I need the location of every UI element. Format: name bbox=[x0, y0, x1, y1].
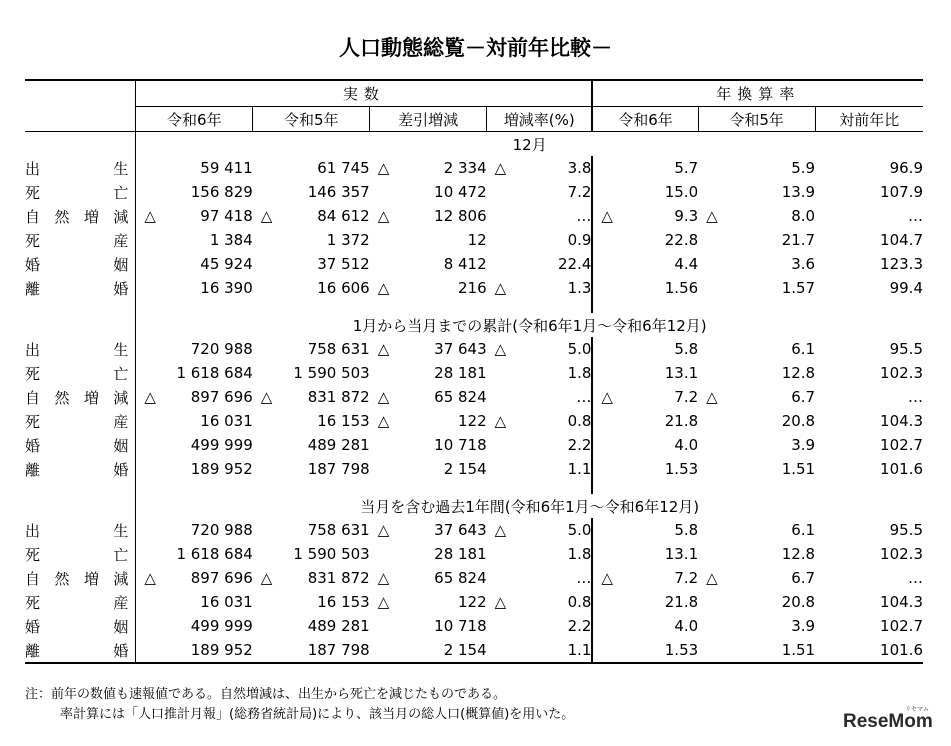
col-header-r5: 令和5年 bbox=[253, 107, 370, 132]
cell-value: 12 806 bbox=[434, 207, 487, 225]
table-cell: 61 745 bbox=[317, 159, 370, 177]
cell-value: 5.0 bbox=[567, 340, 592, 358]
footnote-2: 率計算には「人口推計月報」(総務省統計局)により、該当月の総人口(概算値)を用いた。 bbox=[60, 707, 575, 722]
section-title: 当月を含む過去1年間(令和6年1月～令和6年12月) bbox=[360, 497, 700, 516]
table-cell: 499 999 bbox=[190, 436, 253, 454]
table-cell: 20.8 bbox=[781, 412, 816, 430]
table-cell: 1 618 684 bbox=[176, 364, 253, 382]
table-cell: 1 590 503 bbox=[293, 364, 370, 382]
table-row bbox=[25, 180, 923, 204]
row-label bbox=[25, 361, 136, 385]
table-cell bbox=[136, 385, 253, 409]
table-cell bbox=[370, 566, 487, 590]
table-cell: 10 472 bbox=[434, 183, 487, 201]
row-label-char: 減 bbox=[113, 207, 129, 226]
cell-value: 3.8 bbox=[567, 159, 592, 177]
table-row bbox=[25, 252, 923, 276]
col-header-change-rate: 増減率(%) bbox=[487, 107, 593, 132]
row-label-char: 離 bbox=[25, 460, 41, 479]
table-cell: 7.2 bbox=[567, 183, 592, 201]
row-label bbox=[25, 433, 136, 457]
row-label-char: 増 bbox=[83, 569, 99, 588]
table-cell: 10 718 bbox=[434, 436, 487, 454]
cell-value: 2 334 bbox=[443, 159, 487, 177]
row-label-char: 自 bbox=[25, 207, 41, 226]
table-cell: 16 031 bbox=[200, 593, 253, 611]
table-cell: 102.3 bbox=[880, 545, 923, 563]
table-cell bbox=[698, 566, 815, 590]
negative-triangle-icon: △ bbox=[601, 569, 613, 587]
population-stats-table bbox=[25, 79, 923, 664]
negative-triangle-icon: △ bbox=[494, 159, 507, 177]
row-label-char: 出 bbox=[25, 340, 41, 359]
table-cell: 489 281 bbox=[307, 436, 370, 454]
table-cell: 189 952 bbox=[190, 460, 253, 478]
table-cell: 5.8 bbox=[592, 518, 698, 542]
table-cell bbox=[698, 204, 815, 228]
row-label-char: 生 bbox=[113, 340, 129, 359]
table-cell: 96.9 bbox=[889, 159, 923, 177]
cell-value: 122 bbox=[458, 412, 487, 430]
table-cell: … bbox=[908, 569, 923, 587]
table-cell: 3.6 bbox=[791, 255, 816, 273]
row-label-char: 産 bbox=[113, 593, 129, 612]
negative-triangle-icon: △ bbox=[494, 412, 507, 430]
table-cell bbox=[487, 590, 593, 614]
negative-triangle-icon: △ bbox=[706, 207, 718, 225]
row-label-char: 死 bbox=[25, 412, 41, 431]
table-cell: 499 999 bbox=[190, 617, 253, 635]
negative-triangle-icon: △ bbox=[377, 279, 390, 297]
negative-triangle-icon: △ bbox=[494, 340, 507, 358]
table-cell: 720 988 bbox=[190, 521, 253, 539]
footnote-1: 注：前年の数値も速報値である。自然増減は、出生から死亡を減じたものである。 bbox=[25, 687, 507, 702]
corner-cell bbox=[25, 80, 136, 132]
negative-triangle-icon: △ bbox=[494, 593, 507, 611]
row-label-char: 亡 bbox=[113, 545, 129, 564]
row-label bbox=[25, 276, 136, 300]
table-cell: 3.9 bbox=[791, 617, 816, 635]
row-label bbox=[25, 252, 136, 276]
row-label-char: 減 bbox=[113, 569, 129, 588]
table-row bbox=[25, 385, 923, 409]
watermark-logo: ReseMom bbox=[843, 711, 933, 732]
cell-value: 216 bbox=[458, 279, 487, 297]
table-cell: 59 411 bbox=[200, 159, 253, 177]
row-label-char: 婚 bbox=[25, 617, 41, 636]
row-label-char: 死 bbox=[25, 183, 41, 202]
negative-triangle-icon: △ bbox=[377, 593, 390, 611]
row-label bbox=[25, 156, 136, 180]
row-label bbox=[25, 204, 136, 228]
section-title-row bbox=[25, 313, 923, 337]
row-label-char: 減 bbox=[113, 388, 129, 407]
row-label bbox=[25, 228, 136, 252]
table-cell: … bbox=[908, 207, 923, 225]
negative-triangle-icon: △ bbox=[377, 207, 390, 225]
table-cell: 187 798 bbox=[253, 638, 370, 663]
row-label-char: 出 bbox=[25, 159, 41, 178]
negative-triangle-icon: △ bbox=[260, 207, 273, 225]
col-header-rate-r6: 令和6年 bbox=[592, 107, 698, 132]
negative-triangle-icon: △ bbox=[377, 340, 390, 358]
table-cell: 16 390 bbox=[200, 279, 253, 297]
table-cell: 758 631 bbox=[307, 340, 370, 358]
table-row bbox=[25, 542, 923, 566]
table-cell: 1.1 bbox=[487, 638, 593, 663]
table-cell bbox=[370, 385, 487, 409]
table-cell: … bbox=[908, 388, 923, 406]
table-cell: 489 281 bbox=[307, 617, 370, 635]
table-cell: 22.4 bbox=[558, 255, 592, 273]
negative-triangle-icon: △ bbox=[144, 207, 156, 225]
table-cell: 13.9 bbox=[781, 183, 816, 201]
section-title: 1月から当月までの累計(令和6年1月～令和6年12月) bbox=[352, 316, 707, 335]
row-label-char: 死 bbox=[25, 231, 41, 250]
row-label bbox=[25, 457, 136, 481]
table-row bbox=[25, 433, 923, 457]
table-cell bbox=[136, 566, 253, 590]
table-cell: 28 181 bbox=[434, 545, 487, 563]
cell-value: 831 872 bbox=[307, 569, 370, 587]
table-cell: 102.7 bbox=[880, 617, 923, 635]
table-cell: 1.51 bbox=[698, 638, 815, 663]
table-cell bbox=[370, 337, 487, 361]
row-label-char: 出 bbox=[25, 521, 41, 540]
row-label-char: 亡 bbox=[113, 364, 129, 383]
row-label-char: 自 bbox=[25, 388, 41, 407]
table-cell: … bbox=[576, 207, 592, 225]
table-cell bbox=[592, 204, 698, 228]
table-cell: 4.4 bbox=[592, 252, 698, 276]
row-label bbox=[25, 542, 136, 566]
negative-triangle-icon: △ bbox=[377, 159, 390, 177]
table-cell: 104.3 bbox=[880, 412, 923, 430]
cell-value: 37 643 bbox=[434, 340, 487, 358]
table-cell bbox=[253, 385, 370, 409]
row-label-char: 然 bbox=[54, 569, 70, 588]
negative-triangle-icon: △ bbox=[377, 521, 390, 539]
negative-triangle-icon: △ bbox=[144, 569, 156, 587]
row-label-char: 生 bbox=[113, 521, 129, 540]
table-cell bbox=[370, 409, 487, 433]
row-label-char: 産 bbox=[113, 412, 129, 431]
cell-value: 7.2 bbox=[674, 388, 699, 406]
table-cell: 4.0 bbox=[592, 614, 698, 638]
row-label bbox=[25, 638, 136, 663]
table-cell: 16 153 bbox=[317, 412, 370, 430]
table-cell: 1.53 bbox=[592, 457, 698, 481]
table-cell: 21.8 bbox=[592, 590, 698, 614]
table-cell: 16 153 bbox=[317, 593, 370, 611]
table-cell bbox=[253, 566, 370, 590]
cell-value: 97 418 bbox=[200, 207, 253, 225]
table-cell: 20.8 bbox=[781, 593, 816, 611]
row-label-char: 自 bbox=[25, 569, 41, 588]
group-header-actual: 実数 bbox=[136, 80, 593, 107]
table-cell bbox=[370, 156, 487, 180]
table-cell: 720 988 bbox=[190, 340, 253, 358]
table-cell: 28 181 bbox=[434, 364, 487, 382]
negative-triangle-icon: △ bbox=[377, 412, 390, 430]
cell-value: 9.3 bbox=[674, 207, 699, 225]
table-cell: 22.8 bbox=[592, 228, 698, 252]
table-cell bbox=[592, 566, 698, 590]
row-label-char: 婚 bbox=[25, 436, 41, 455]
table-cell: 95.5 bbox=[889, 340, 923, 358]
negative-triangle-icon: △ bbox=[494, 279, 507, 297]
row-label-char: 婚 bbox=[113, 279, 129, 298]
table-cell: 1.1 bbox=[567, 460, 592, 478]
row-label bbox=[25, 385, 136, 409]
table-cell: 37 512 bbox=[317, 255, 370, 273]
table-cell: 6.1 bbox=[791, 340, 816, 358]
page-title: 人口動態総覧－対前年比較－ bbox=[339, 36, 612, 60]
table-row bbox=[25, 361, 923, 385]
table-cell: 13.1 bbox=[592, 361, 698, 385]
row-label-char: 増 bbox=[83, 388, 99, 407]
table-cell: 189 952 bbox=[136, 638, 253, 663]
table-cell: 12 bbox=[467, 231, 487, 249]
table-cell: 1 618 684 bbox=[176, 545, 253, 563]
cell-value: 897 696 bbox=[190, 569, 253, 587]
negative-triangle-icon: △ bbox=[494, 521, 507, 539]
watermark-sub: リセマム bbox=[905, 706, 929, 713]
table-row bbox=[25, 276, 923, 300]
table-cell: 123.3 bbox=[880, 255, 923, 273]
table-cell: 101.6 bbox=[880, 460, 923, 478]
cell-value: 84 612 bbox=[317, 207, 370, 225]
cell-value: 897 696 bbox=[190, 388, 253, 406]
table-cell: 21.8 bbox=[592, 409, 698, 433]
table-cell: 104.3 bbox=[880, 593, 923, 611]
table-cell: 1.57 bbox=[781, 279, 816, 297]
table-cell: 0.9 bbox=[567, 231, 592, 249]
table-cell: 21.7 bbox=[781, 231, 816, 249]
table-cell: 15.0 bbox=[592, 180, 698, 204]
table-cell: 12.8 bbox=[781, 364, 816, 382]
table-cell bbox=[487, 337, 593, 361]
cell-value: 0.8 bbox=[567, 593, 592, 611]
negative-triangle-icon: △ bbox=[706, 388, 718, 406]
negative-triangle-icon: △ bbox=[260, 569, 273, 587]
table-row bbox=[25, 228, 923, 252]
table-cell: 16 606 bbox=[317, 279, 370, 297]
table-cell: 4.0 bbox=[592, 433, 698, 457]
negative-triangle-icon: △ bbox=[377, 388, 390, 406]
row-label-char: 姻 bbox=[113, 617, 129, 636]
section-title-row bbox=[25, 494, 923, 518]
row-label bbox=[25, 566, 136, 590]
cell-value: 5.0 bbox=[567, 521, 592, 539]
table-row bbox=[25, 457, 923, 481]
row-label-char: 死 bbox=[25, 545, 41, 564]
row-label-char: 増 bbox=[83, 207, 99, 226]
col-header-r6: 令和6年 bbox=[136, 107, 253, 132]
row-label-char: 婚 bbox=[25, 255, 41, 274]
table-cell: 1 590 503 bbox=[293, 545, 370, 563]
cell-value: 1.3 bbox=[567, 279, 592, 297]
table-cell: 104.7 bbox=[880, 231, 923, 249]
table-row bbox=[25, 590, 923, 614]
table-cell bbox=[253, 204, 370, 228]
table-cell: 16 031 bbox=[200, 412, 253, 430]
cell-value: 8.0 bbox=[791, 207, 816, 225]
section-title: 12月 bbox=[512, 135, 547, 154]
negative-triangle-icon: △ bbox=[706, 569, 718, 587]
negative-triangle-icon: △ bbox=[144, 388, 156, 406]
negative-triangle-icon: △ bbox=[601, 388, 613, 406]
cell-value: 6.7 bbox=[791, 388, 816, 406]
row-label bbox=[25, 337, 136, 361]
table-cell: 45 924 bbox=[200, 255, 253, 273]
row-label-char: 死 bbox=[25, 593, 41, 612]
section-spacer bbox=[25, 300, 923, 313]
row-label bbox=[25, 614, 136, 638]
table-cell: … bbox=[576, 388, 592, 406]
table-cell: 758 631 bbox=[307, 521, 370, 539]
cell-value: 65 824 bbox=[434, 388, 487, 406]
table-cell: 8 412 bbox=[443, 255, 487, 273]
table-cell bbox=[370, 518, 487, 542]
table-cell: 99.4 bbox=[889, 279, 923, 297]
row-label-char: 婚 bbox=[113, 641, 129, 660]
row-label-char: 離 bbox=[25, 279, 41, 298]
table-cell: 5.7 bbox=[592, 156, 698, 180]
table-row bbox=[25, 156, 923, 180]
col-header-ratio: 対前年比 bbox=[815, 107, 923, 132]
table-row bbox=[25, 566, 923, 590]
cell-value: 37 643 bbox=[434, 521, 487, 539]
row-label bbox=[25, 590, 136, 614]
table-row bbox=[25, 204, 923, 228]
table-cell: 1 372 bbox=[326, 231, 370, 249]
row-label-char: 産 bbox=[113, 231, 129, 250]
table-cell: 1.51 bbox=[781, 460, 816, 478]
table-row bbox=[25, 614, 923, 638]
table-cell: 5.9 bbox=[791, 159, 816, 177]
table-cell: 1 384 bbox=[209, 231, 253, 249]
table-cell: 2.2 bbox=[567, 617, 592, 635]
table-cell bbox=[487, 409, 593, 433]
table-cell: 10 718 bbox=[434, 617, 487, 635]
table-cell: 2 154 bbox=[370, 638, 487, 663]
table-cell: 146 357 bbox=[307, 183, 370, 201]
negative-triangle-icon: △ bbox=[601, 207, 613, 225]
section-title-row bbox=[25, 132, 923, 157]
table-cell: 102.7 bbox=[880, 436, 923, 454]
table-cell: … bbox=[576, 569, 592, 587]
table-cell bbox=[592, 385, 698, 409]
table-cell: 12.8 bbox=[781, 545, 816, 563]
table-cell: 156 829 bbox=[190, 183, 253, 201]
table-row bbox=[25, 337, 923, 361]
row-label-char: 死 bbox=[25, 364, 41, 383]
col-header-diff: 差引増減 bbox=[370, 107, 487, 132]
row-label-char: 亡 bbox=[113, 183, 129, 202]
table-cell bbox=[370, 276, 487, 300]
table-cell bbox=[487, 518, 593, 542]
row-label-char: 婚 bbox=[113, 460, 129, 479]
table-cell bbox=[487, 156, 593, 180]
table-cell: 187 798 bbox=[307, 460, 370, 478]
table-cell bbox=[370, 590, 487, 614]
table-cell: 95.5 bbox=[889, 521, 923, 539]
row-label-char: 姻 bbox=[113, 255, 129, 274]
table-row bbox=[25, 518, 923, 542]
table-row bbox=[25, 638, 923, 663]
row-label-char: 然 bbox=[54, 388, 70, 407]
table-cell bbox=[698, 385, 815, 409]
table-cell: 2.2 bbox=[567, 436, 592, 454]
row-label bbox=[25, 180, 136, 204]
table-cell: 1.56 bbox=[592, 276, 698, 300]
row-label-char: 然 bbox=[54, 207, 70, 226]
cell-value: 122 bbox=[458, 593, 487, 611]
table-cell: 6.1 bbox=[791, 521, 816, 539]
cell-value: 831 872 bbox=[307, 388, 370, 406]
cell-value: 7.2 bbox=[674, 569, 699, 587]
table-cell: 1.8 bbox=[567, 364, 592, 382]
negative-triangle-icon: △ bbox=[377, 569, 390, 587]
footnotes bbox=[25, 685, 574, 725]
negative-triangle-icon: △ bbox=[260, 388, 273, 406]
row-label-char: 姻 bbox=[113, 436, 129, 455]
cell-value: 65 824 bbox=[434, 569, 487, 587]
table-cell bbox=[487, 276, 593, 300]
table-row bbox=[25, 409, 923, 433]
col-header-rate-r5: 令和5年 bbox=[698, 107, 815, 132]
table-cell: 2 154 bbox=[443, 460, 487, 478]
table-cell: 13.1 bbox=[592, 542, 698, 566]
table-cell: 101.6 bbox=[815, 638, 923, 663]
row-label bbox=[25, 518, 136, 542]
table-cell: 3.9 bbox=[791, 436, 816, 454]
cell-value: 6.7 bbox=[791, 569, 816, 587]
row-label-char: 生 bbox=[113, 159, 129, 178]
table-cell: 5.8 bbox=[592, 337, 698, 361]
table-cell: 1.53 bbox=[592, 638, 698, 663]
table-cell: 107.9 bbox=[880, 183, 923, 201]
row-label bbox=[25, 409, 136, 433]
group-header-rate: 年換算率 bbox=[592, 80, 923, 107]
row-label-char: 離 bbox=[25, 641, 41, 660]
table-cell bbox=[136, 204, 253, 228]
cell-value: 0.8 bbox=[567, 412, 592, 430]
table-cell: 1.8 bbox=[567, 545, 592, 563]
table-cell bbox=[370, 204, 487, 228]
table-cell: 102.3 bbox=[880, 364, 923, 382]
section-spacer bbox=[25, 481, 923, 494]
